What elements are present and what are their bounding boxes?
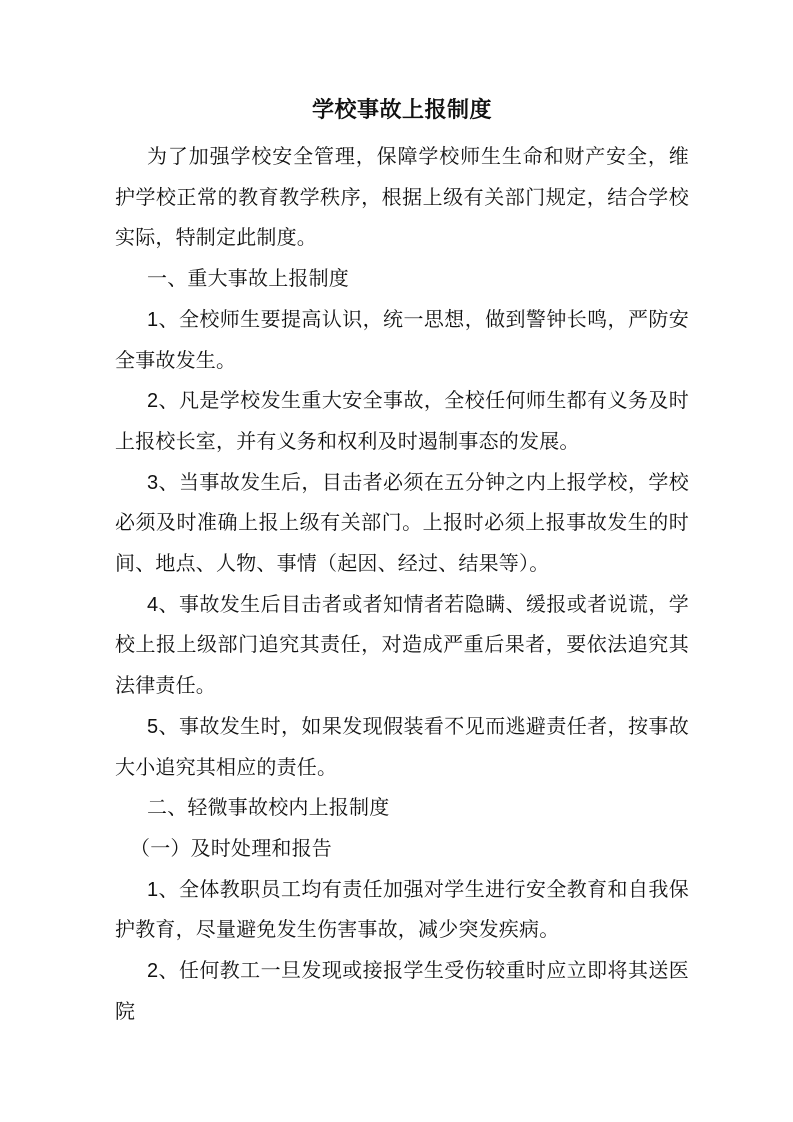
section-1-heading: 一、重大事故上报制度 xyxy=(147,268,349,291)
section-2-item-2: 2、任何教工一旦发现或接报学生受伤较重时应立即将其送医院 xyxy=(115,960,689,1023)
section-2-subheading: （一）及时处理和报告 xyxy=(130,837,332,860)
intro-paragraph: 为了加强学校安全管理，保障学校师生生命和财产安全，维护学校正常的教育教学秩序，根据上级有关部门规定，结合学校实际，特制定此制度。 xyxy=(115,146,689,250)
section-2-item-1: 1、全体教职员工均有责任加强对学生进行安全教育和自我保护教育，尽量避免发生伤害事故，减少突发疾病。 xyxy=(115,878,689,942)
document-title: 学校事故上报制度 xyxy=(311,97,492,122)
section-1-item-5: 5、事故发生时，如果发现假装看不见而逃避责任者，按事故大小追究其相应的责任。 xyxy=(115,715,689,779)
section-1-item-2: 2、凡是学校发生重大安全事故，全校任何师生都有义务及时上报校长室，并有义务和权利及时遏制事态的发展。 xyxy=(115,390,689,453)
section-2-heading: 二、轻微事故校内上报制度 xyxy=(147,797,390,820)
section-1-item-4: 4、事故发生后目击者或者知情者若隐瞒、缓报或者说谎，学校上报上级部门追究其责任，对造成严重后果者，要依法追究其法律责任。 xyxy=(115,593,689,698)
section-1-item-3: 3、当事故发生后，目击者必须在五分钟之内上报学校，学校必须及时准确上报上级有关部门。上报时必须上报事故发生的时间、地点、人物、事情（起因、经过、结果等）。 xyxy=(115,471,689,576)
section-1-item-1: 1、全校师生要提高认识，统一思想，做到警钟长鸣，严防安全事故发生。 xyxy=(115,308,689,372)
